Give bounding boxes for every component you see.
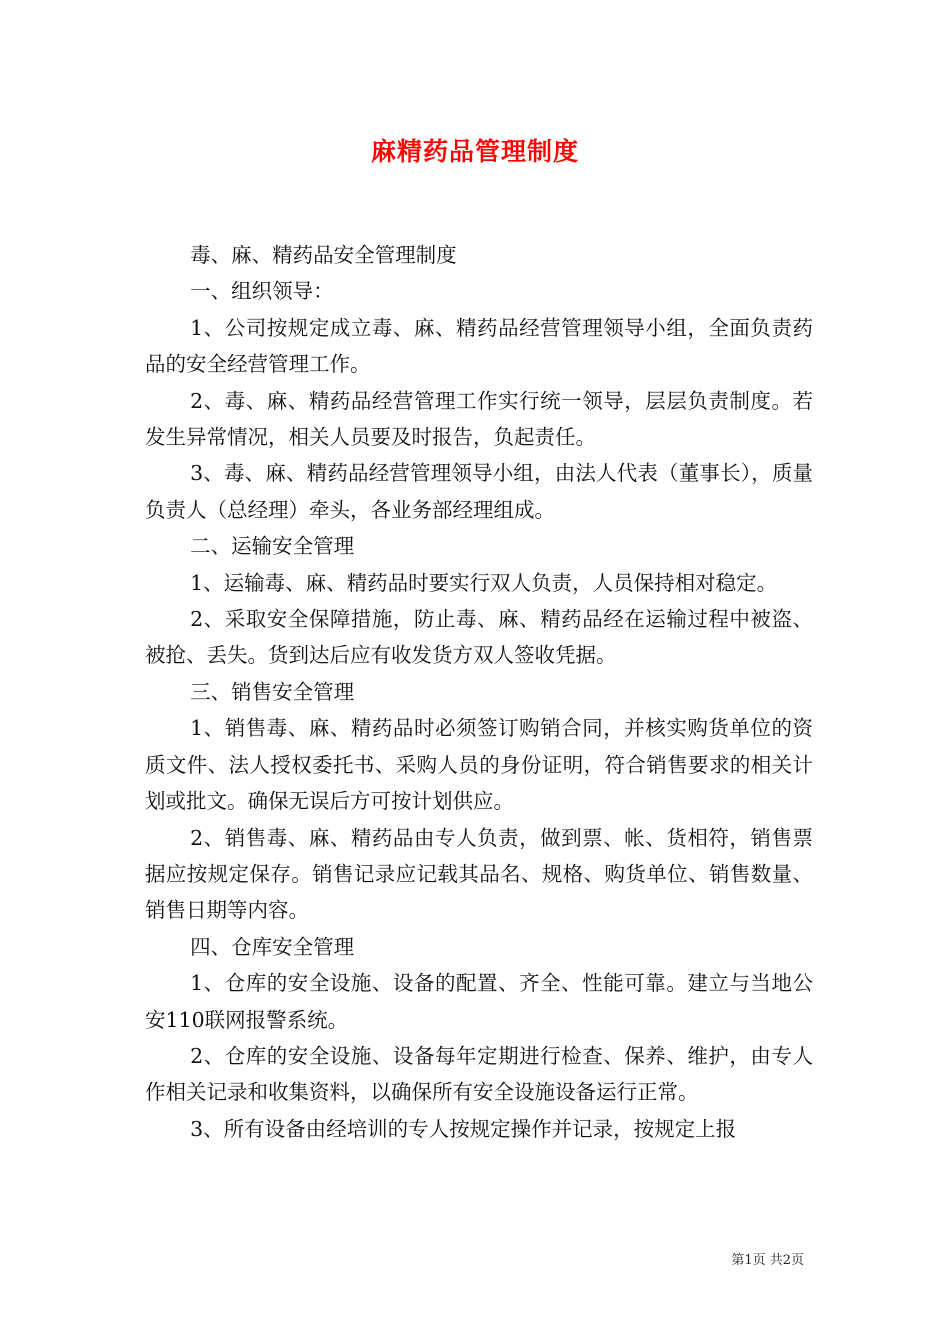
heading-policy: 毒、麻、精药品安全管理制度	[190, 243, 457, 267]
document-body	[145, 237, 813, 1147]
section-heading-3: 三、销售安全管理	[190, 679, 355, 704]
paragraph-3-1: 1、销售毒、麻、精药品时必须签订购销合同，并核实购货单位的资质文件、法人授权委托书、采购人员的身份证明，符合销售要求的相关计划或批文。确保无误后方可按计划供应。	[145, 716, 813, 814]
paragraph-1-1: 1、公司按规定成立毒、麻、精药品经营管理领导小组，全面负责药品的安全经营管理工作。	[145, 315, 813, 377]
paragraph-2-1: 1、运输毒、麻、精药品时要实行双人负责，人员保持相对稳定。	[190, 570, 778, 595]
paragraph-1-3: 3、毒、麻、精药品经营管理领导小组，由法人代表（董事长），质量负责人（总经理）牵头，各业务部经理组成。	[145, 461, 813, 522]
page-number-footer: 第1页 共2页	[731, 1253, 804, 1268]
paragraph-4-2: 2、仓库的安全设施、设备每年定期进行检查、保养、维护，由专人作相关记录和收集资料，以确保所有安全设施设备运行正常。	[145, 1043, 813, 1105]
paragraph-1-2: 2、毒、麻、精药品经营管理工作实行统一领导，层层负责制度。若发生异常情况，相关人员要及时报告，负起责任。	[145, 388, 813, 450]
paragraph-2-2: 2、采取安全保障措施，防止毒、麻、精药品经在运输过程中被盗、被抢、丢失。货到达后应有收发货方双人签收凭据。	[145, 607, 813, 668]
section-heading-1: 一、组织领导：	[190, 279, 334, 304]
section-heading-4: 四、仓库安全管理	[190, 934, 355, 959]
paragraph-4-1: 1、仓库的安全设施、设备的配置、齐全、性能可靠。建立与当地公安110联网报警系统。	[145, 971, 813, 1032]
paragraph-3-2: 2、销售毒、麻、精药品由专人负责，做到票、帐、货相符，销售票据应按规定保存。销售记录应记载其品名、规格、购货单位、销售数量、销售日期等内容。	[145, 825, 813, 923]
document-title: 麻精药品管理制度	[370, 137, 579, 166]
paragraph-4-3: 3、所有设备由经培训的专人按规定操作并记录，按规定上报	[190, 1116, 737, 1141]
section-heading-2: 二、运输安全管理	[190, 534, 355, 559]
